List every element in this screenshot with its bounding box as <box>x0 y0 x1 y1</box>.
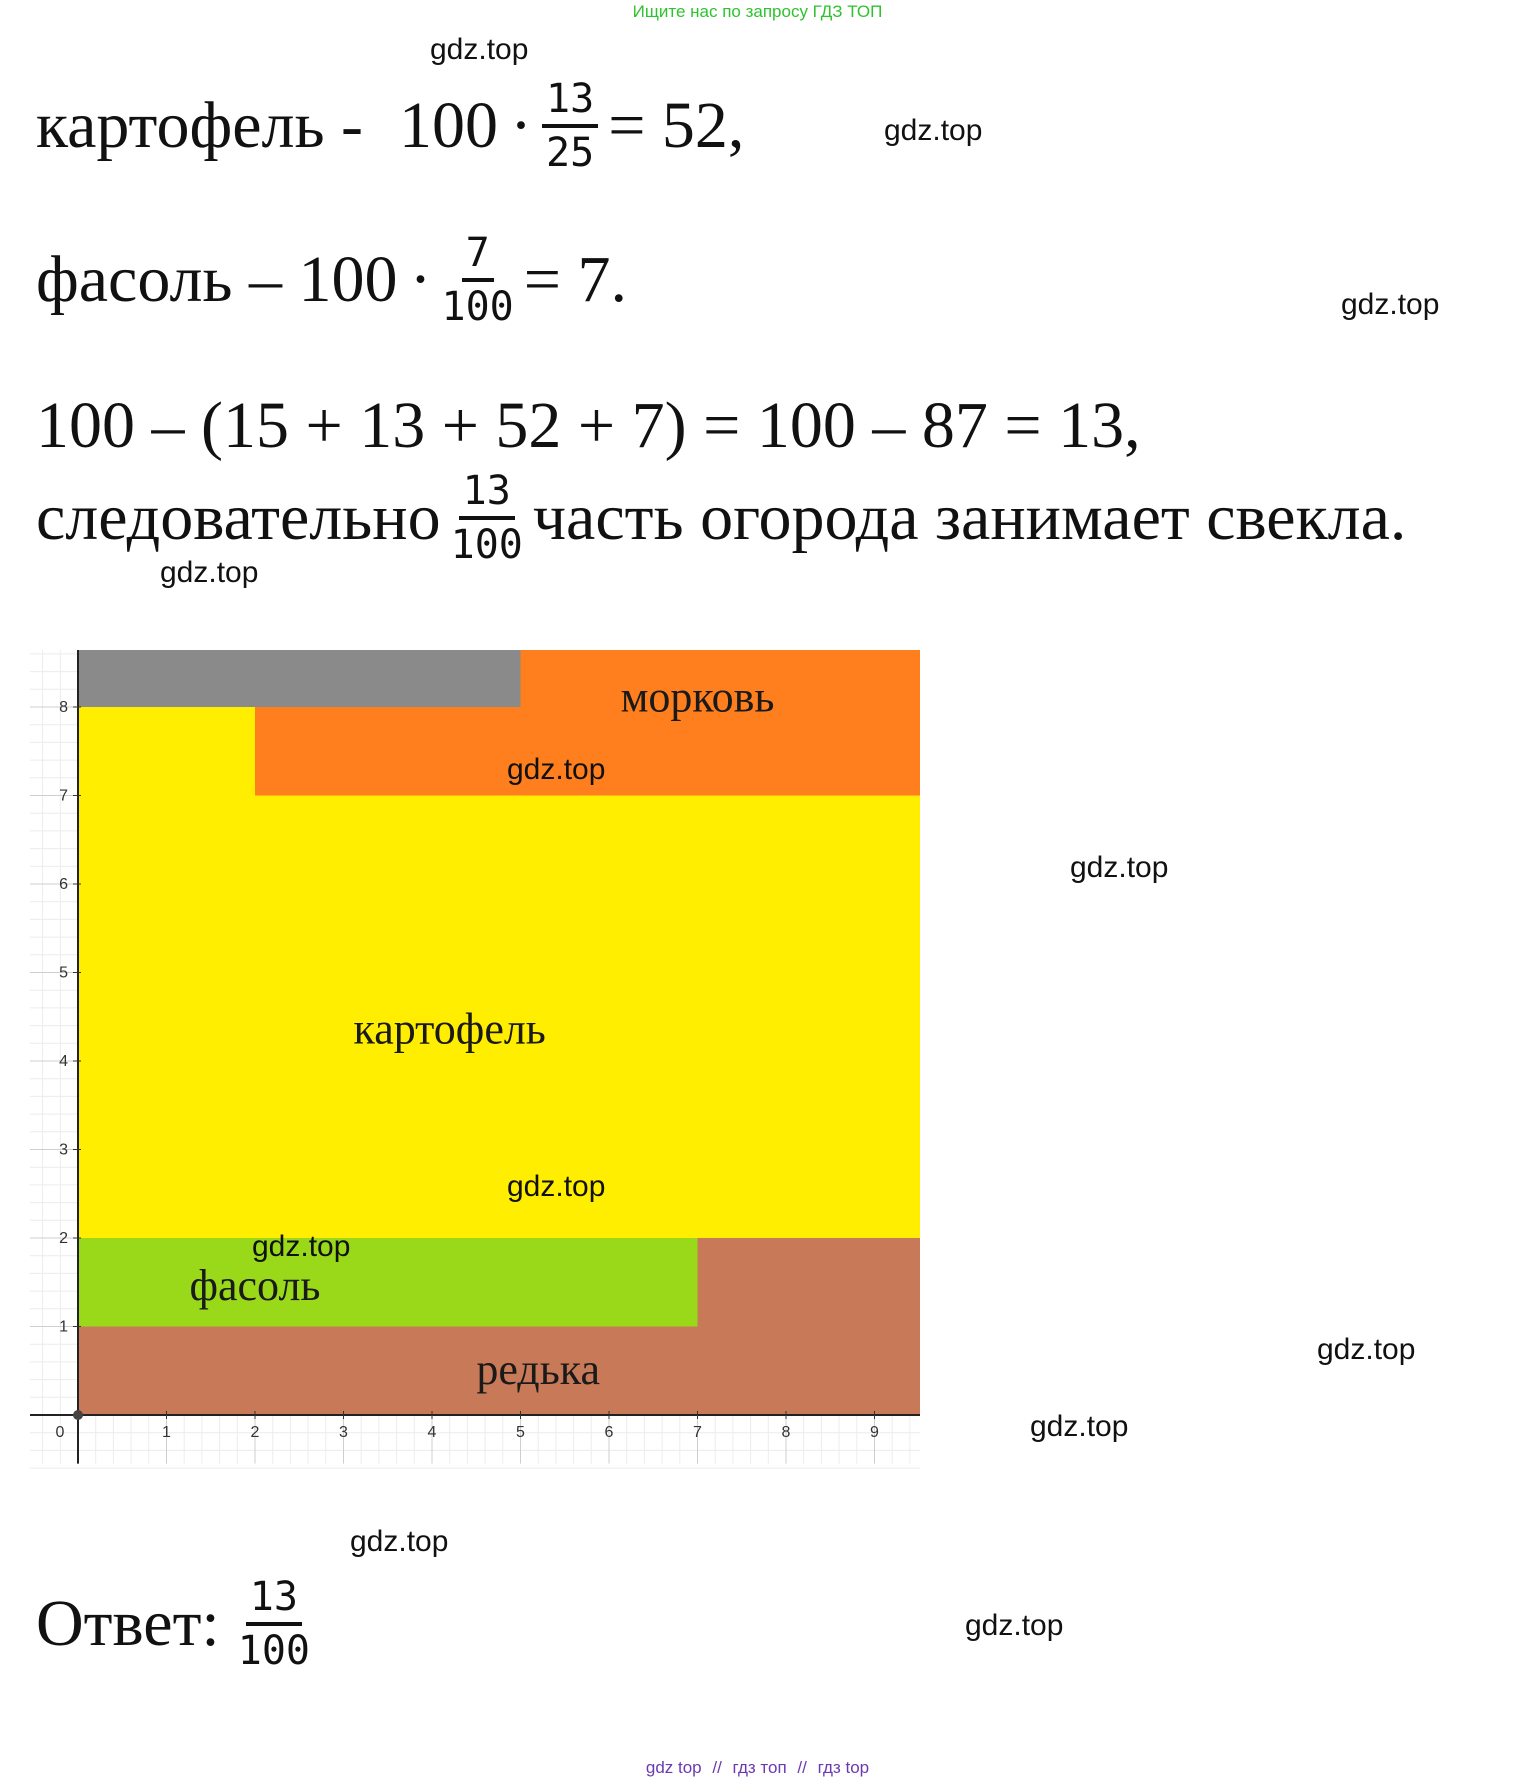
conclusion-prefix: следовательно <box>36 481 441 554</box>
region-label: редька <box>476 1345 601 1395</box>
fraction-denominator: 100 <box>237 1628 311 1674</box>
watermark: gdz.top <box>884 114 983 147</box>
fraction-numerator: 7 <box>462 232 494 282</box>
y-tick-label: 7 <box>59 787 68 805</box>
beans-fraction <box>442 232 514 328</box>
potato-label: картофель - <box>36 89 364 162</box>
watermark: gdz.top <box>1030 1410 1129 1443</box>
watermark: gdz.top <box>965 1609 1064 1642</box>
search-banner[interactable]: Ищите нас по запросу ГДЗ ТОП <box>632 2 883 21</box>
conclusion-fraction <box>451 470 523 566</box>
answer-fraction <box>238 1576 310 1672</box>
footer-link[interactable]: гдз топ <box>732 1758 787 1777</box>
fraction-numerator: 13 <box>542 78 598 128</box>
y-tick-label: 2 <box>59 1230 68 1247</box>
region-label: морковь <box>620 672 775 722</box>
fraction-numerator: 13 <box>246 1576 302 1626</box>
garden-region <box>78 1238 698 1327</box>
fraction-denominator: 100 <box>450 522 523 568</box>
x-tick-label: 5 <box>516 1424 525 1441</box>
potato-factor: 100 <box>399 89 499 162</box>
y-tick-label: 8 <box>59 699 68 716</box>
answer-label: Ответ: <box>36 1587 220 1660</box>
y-tick-label: 3 <box>59 1141 68 1159</box>
garden-region <box>255 707 521 796</box>
footer-separator: // <box>712 1758 722 1777</box>
watermark: gdz.top <box>160 556 259 589</box>
x-tick-label: 4 <box>427 1424 437 1441</box>
y-tick-label: 6 <box>59 876 68 893</box>
beans-formula <box>36 232 627 328</box>
fraction-denominator: 100 <box>441 284 514 330</box>
x-tick-label: 8 <box>781 1424 791 1441</box>
y-tick-label: 5 <box>59 964 68 982</box>
footer-link[interactable]: гдз top <box>817 1758 870 1777</box>
watermark: gdz.top <box>430 33 529 66</box>
region-label: фасоль <box>189 1260 321 1310</box>
multiply-dot: · <box>409 243 432 316</box>
beans-result: = 7. <box>523 243 627 316</box>
x-tick-label: 1 <box>162 1424 171 1441</box>
multiply-dot: · <box>510 89 533 162</box>
potato-formula <box>36 78 744 174</box>
garden-region <box>78 707 255 796</box>
potato-result: = 52, <box>608 89 745 162</box>
footer-separator: // <box>797 1758 807 1777</box>
conclusion-line <box>36 470 1406 566</box>
y-tick-label: 1 <box>59 1318 68 1336</box>
y-tick-label: 4 <box>59 1053 68 1070</box>
conclusion-suffix: часть огорода занимает свекла. <box>532 481 1407 554</box>
watermark: gdz.top <box>1341 288 1440 321</box>
answer-line <box>36 1576 320 1672</box>
potato-fraction <box>542 78 598 174</box>
region-label: картофель <box>353 1004 546 1054</box>
garden-region <box>698 1238 921 1327</box>
watermark: gdz.top <box>507 753 606 786</box>
footer-links <box>0 1758 1515 1778</box>
x-tick-label: 3 <box>339 1424 348 1441</box>
footer-link[interactable]: gdz top <box>645 1758 702 1777</box>
beans-label: фасоль – 100 <box>36 243 398 316</box>
garden-region <box>78 650 521 707</box>
x-tick-label: 7 <box>693 1424 702 1441</box>
x-tick-label: 6 <box>604 1424 614 1441</box>
origin-point <box>73 1410 83 1420</box>
x-tick-label: 9 <box>870 1424 879 1441</box>
fraction-numerator: 13 <box>459 470 515 520</box>
watermark: gdz.top <box>1317 1333 1416 1366</box>
sum-formula: 100 – (15 + 13 + 52 + 7) = 100 – 87 = 13, <box>36 389 1141 462</box>
watermark: gdz.top <box>252 1230 351 1263</box>
watermark: gdz.top <box>350 1525 449 1558</box>
fraction-denominator: 25 <box>546 130 595 176</box>
x-tick-label: 0 <box>55 1424 65 1441</box>
watermark: gdz.top <box>507 1170 606 1203</box>
x-tick-label: 2 <box>250 1424 260 1441</box>
watermark: gdz.top <box>1070 851 1169 884</box>
garden-plan-diagram <box>30 650 920 1500</box>
